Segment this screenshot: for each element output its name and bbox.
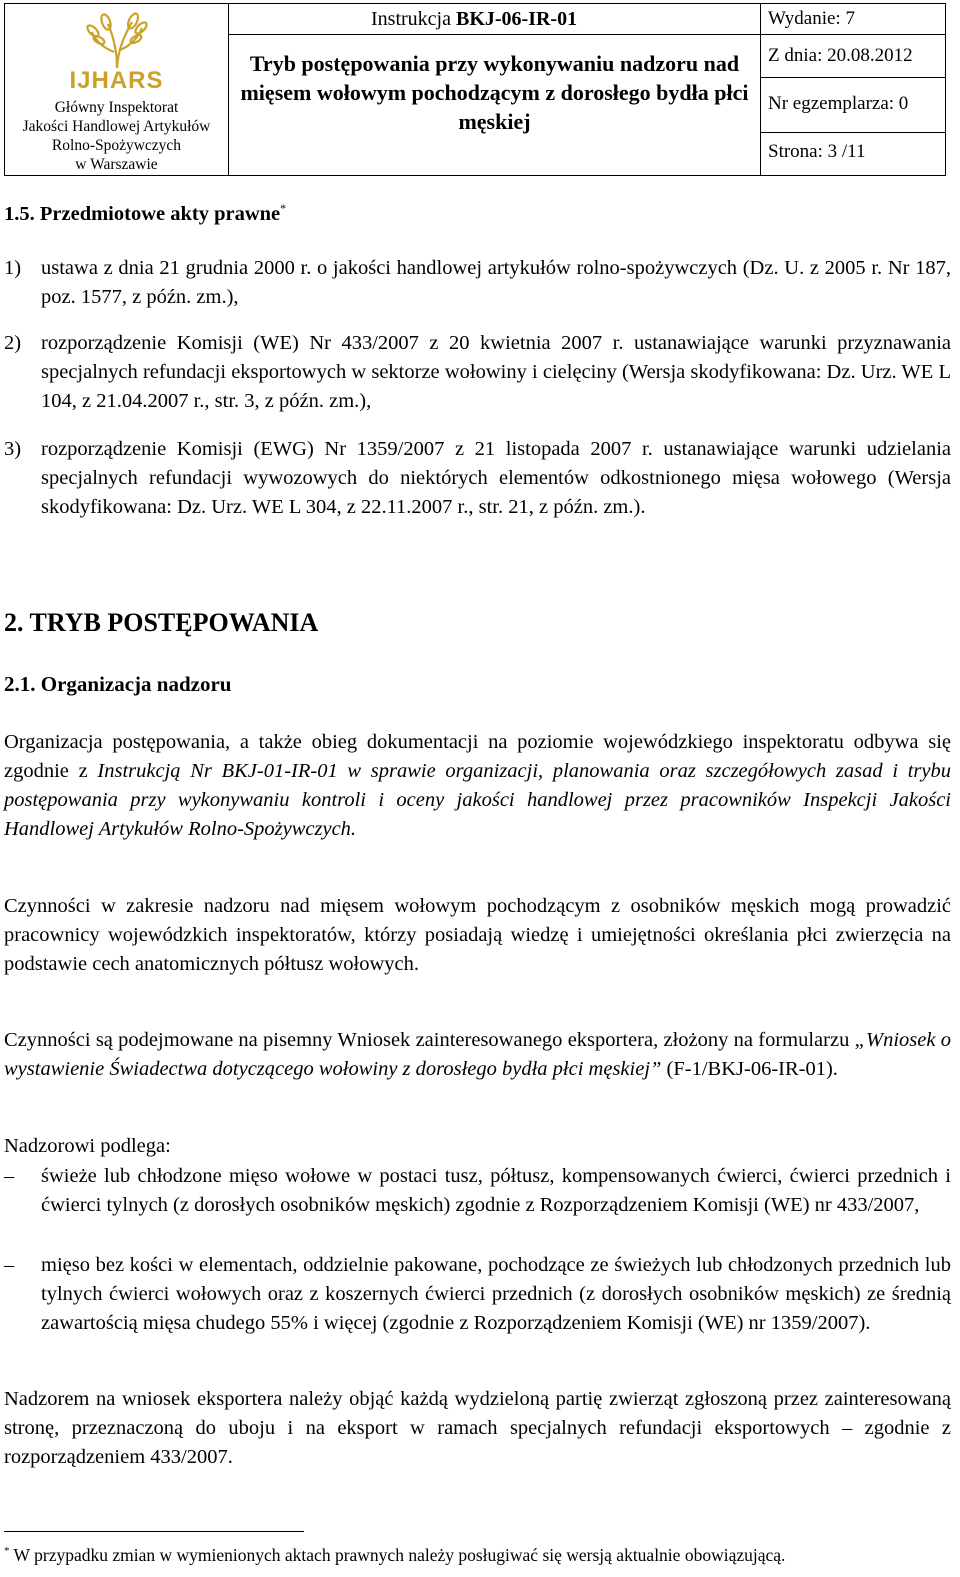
section-1-5-title: 1.5. Przedmiotowe akty prawne bbox=[4, 202, 281, 225]
list-number: 3) bbox=[4, 438, 22, 460]
supervision-intro: Nadzorowi podlega: bbox=[4, 1135, 171, 1157]
institution-line: w Warszawie bbox=[75, 156, 158, 173]
list-text: świeże lub chłodzone mięso wołowe w postaci tusz, półtusz, kompensowanych ćwierci, ćwierci przednich i ćwierci tylnych (z dorosłych osobników męskich) zgodnie z Rozporządzeniem Komisji (WE) nr 433/2007, bbox=[41, 1165, 951, 1216]
footnote-text: W przypadku zmian w wymienionych aktach prawnych należy posługiwać się wersją aktualnie obowiązującą. bbox=[9, 1544, 786, 1565]
footnote-divider bbox=[4, 1531, 304, 1532]
list-text: mięso bez kości w elementach, oddzielnie pakowane, pochodzące ze świeżych lub chłodzonych przednich lub tylnych ćwierci wołowych oraz z koszernych ćwierci przednich (z dorosłych osobników męskich) ze średnią zawartością mięsa chudego 55% i więcej (zgodnie z Rozporządzeniem Komisji (WE) nr 1359/2007). bbox=[41, 1254, 951, 1334]
instruction-reference: Instrukcją Nr BKJ-01-IR-01 w sprawie organizacji, planowania oraz szczegółowych zasad i trybu postępowania przy wykonywaniu kontroli i oceny jakości handlowej przez pracowników Inspekcji Jakości Handlowej Artykułów Rolno-Spożywczych. bbox=[4, 760, 952, 840]
institution-line: Rolno-Spożywczych bbox=[51, 137, 182, 154]
list-item bbox=[4, 254, 951, 312]
list-item bbox=[4, 329, 951, 416]
instruction-prefix: Instrukcja bbox=[371, 8, 451, 30]
list-item bbox=[4, 1251, 951, 1338]
form-name: „Wniosek o wystawienie Świadectwa dotyczącego wołowiny z dorosłego bydła płci męskiej” bbox=[4, 1029, 951, 1080]
form-code: (F-1/BKJ-06-IR-01). bbox=[661, 1058, 838, 1080]
wheat-logo-icon bbox=[84, 12, 150, 70]
instruction-code-row bbox=[229, 4, 760, 35]
footnote-ref: * bbox=[280, 201, 287, 215]
section-2-heading: 2. TRYB POSTĘPOWANIA bbox=[4, 608, 319, 637]
dash-bullet: – bbox=[4, 1254, 15, 1276]
list-text: rozporządzenie Komisji (EWG) Nr 1359/2007 z 21 listopada 2007 r. ustanawiające warunki udzielania specjalnych refundacji wywozowych do niektórych elementów odkostnionego mięsa wołowego (Wersja skodyfikowana: Dz. Urz. WE L 304, z 22.11.2007 r., str. 21, z późn. zm.). bbox=[41, 438, 951, 518]
list-number: 2) bbox=[4, 332, 22, 354]
institution-line: Główny Inspektorat bbox=[54, 99, 179, 116]
list-item bbox=[4, 1162, 951, 1220]
list-number: 1) bbox=[4, 257, 22, 279]
footnote-mark: * bbox=[4, 1545, 10, 1557]
dash-bullet: – bbox=[4, 1165, 15, 1187]
page-number-label: Strona: 3 /11 bbox=[768, 141, 866, 162]
section-1-5-heading bbox=[4, 194, 951, 229]
paragraph-supervision-scope: Nadzorem na wniosek eksportera należy objąć każdą wydzieloną partię zwierząt zgłoszoną przez zainteresowaną stronę, przeznaczoną do uboju i na eksport w ramach specjalnych refundacji eksportowych – zgodnie z rozporządzeniem 433/2007. bbox=[4, 1388, 951, 1468]
paragraph-text: Organizacja postępowania, a także obieg dokumentacji na poziomie wojewódzkiego inspektoratu odbywa się zgodnie z bbox=[4, 731, 951, 782]
list-item bbox=[4, 435, 951, 522]
institution-line: Jakości Handlowej Artykułów bbox=[22, 118, 211, 135]
footnote bbox=[4, 1540, 954, 1566]
header-meta-cell bbox=[761, 4, 945, 175]
institution-name bbox=[23, 98, 211, 174]
header-title-cell bbox=[229, 4, 761, 175]
date-label: Z dnia: 20.08.2012 bbox=[761, 35, 945, 78]
section-2-1-heading: 2.1. Organizacja nadzoru bbox=[4, 672, 232, 696]
paragraph-activities: Czynności w zakresie nadzoru nad mięsem wołowym pochodzącym z osobników męskich mogą prowadzić pracownicy wojewódzkich inspektoratów, którzy posiadają wiedzę i umiejętności określania płci zwierzęcia na podstawie cech anatomicznych półtusz wołowych. bbox=[4, 895, 951, 975]
edition-label: Wydanie: 7 bbox=[761, 4, 945, 35]
list-text: ustawa z dnia 21 grudnia 2000 r. o jakości handlowej artykułów rolno-spożywczych (Dz. U. z 2005 r. Nr 187, poz. 1577, z późn. zm.), bbox=[41, 257, 951, 308]
instruction-code: BKJ-06-IR-01 bbox=[455, 8, 578, 30]
header-logo-cell bbox=[5, 4, 229, 175]
logo-wordmark: IJHARS bbox=[69, 67, 164, 94]
list-text: rozporządzenie Komisji (WE) Nr 433/2007 z 20 kwietnia 2007 r. ustanawiające warunki przyznawania specjalnych refundacji eksportowych w sektorze wołowiny i cielęciny (Wersja skodyfikowana: Dz. Urz. WE L 104, z 21.04.2007 r., str. 3, z późn. zm.), bbox=[41, 332, 951, 412]
paragraph-application bbox=[4, 1026, 951, 1084]
copy-number-label: Nr egzemplarza: 0 bbox=[761, 78, 945, 133]
paragraph-text: Czynności są podejmowane na pisemny Wniosek zainteresowanego eksportera, złożony na formularzu bbox=[4, 1029, 855, 1051]
document-header bbox=[4, 3, 946, 176]
paragraph-organization bbox=[4, 728, 951, 844]
document-title: Tryb postępowania przy wykonywaniu nadzoru nad mięsem wołowym pochodzącym z dorosłego bydła płci męskiej bbox=[240, 51, 749, 134]
